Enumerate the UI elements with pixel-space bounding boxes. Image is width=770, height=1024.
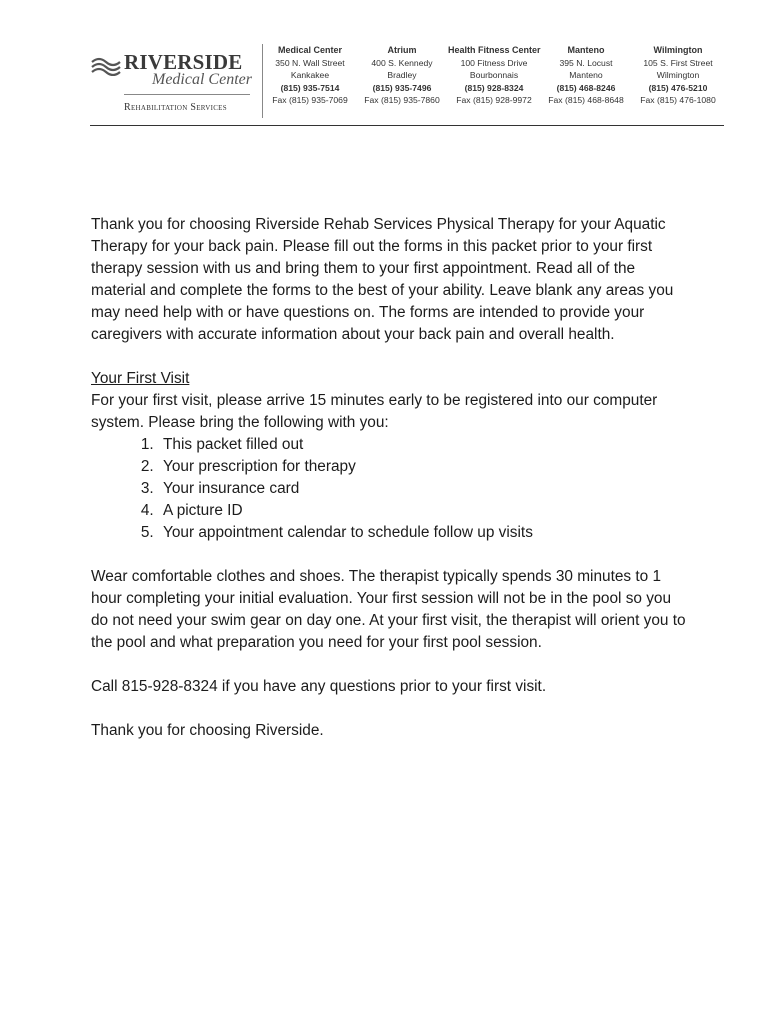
- location-city: Wilmington: [656, 70, 700, 80]
- location-name: Manteno: [567, 45, 605, 55]
- checklist-item: 4. A picture ID: [158, 500, 691, 522]
- location-address: 100 Fitness Drive: [460, 57, 528, 68]
- location-phone: (815) 468-8246: [556, 82, 616, 93]
- location-fax: Fax (815) 468-8648: [548, 95, 624, 105]
- location-wilmington: [632, 44, 724, 118]
- logo-divider: [124, 94, 250, 95]
- closing-paragraph: Thank you for choosing Riverside.: [91, 722, 324, 739]
- call-paragraph: Call 815-928-8324 if you have any questions prior to your first visit.: [91, 678, 547, 695]
- location-address: 400 S. Kennedy: [371, 57, 433, 68]
- letterhead: [90, 40, 724, 124]
- location-city: Manteno: [569, 70, 603, 80]
- location-atrium: [356, 44, 448, 118]
- letterhead-divider: [262, 44, 263, 118]
- first-visit-heading: Your First Visit: [91, 370, 190, 387]
- logo-subtitle: Medical Center: [152, 71, 252, 88]
- location-medical-center: [264, 44, 356, 118]
- location-address: 395 N. Locust: [559, 57, 613, 68]
- checklist-item: 3. Your insurance card: [158, 478, 691, 500]
- location-fax: Fax (815) 935-7860: [364, 95, 440, 105]
- location-city: Bourbonnais: [469, 70, 519, 80]
- location-list: [264, 44, 724, 118]
- location-city: Bradley: [387, 70, 417, 80]
- wave-logo-icon: [90, 54, 122, 76]
- department-name: Rehabilitation Services: [124, 102, 227, 113]
- location-name: Medical Center: [277, 45, 343, 55]
- location-city: Kankakee: [290, 70, 330, 80]
- checklist: [91, 434, 691, 544]
- intro-paragraph: Thank you for choosing Riverside Rehab Services Physical Therapy for your Aquatic Therapy for your back pain. Please fill out the forms in this packet prior to your first therapy session with us and bring them to your first appointment. Read all of the material and complete the forms to the best of your ability. Leave blank any areas you may need help with or have questions on. The forms are intended to provide your caregivers with accurate information about your back pain and overall health.: [91, 216, 674, 343]
- location-fax: Fax (815) 476-1080: [640, 95, 716, 105]
- location-fax: Fax (815) 928-9972: [456, 95, 532, 105]
- location-address: 350 N. Wall Street: [275, 57, 345, 68]
- checklist-item: 5. Your appointment calendar to schedule follow up visits: [158, 522, 691, 544]
- location-fax: Fax (815) 935-7069: [272, 95, 348, 105]
- letter-body: [91, 214, 691, 764]
- logo-name: RIVERSIDE: [124, 50, 243, 74]
- location-phone: (815) 935-7496: [372, 82, 432, 93]
- location-name: Health Fitness Center: [448, 45, 541, 55]
- header-rule: [90, 125, 724, 126]
- location-phone: (815) 928-8324: [464, 82, 524, 93]
- location-health-fitness-center: [448, 44, 540, 118]
- location-phone: (815) 935-7514: [280, 82, 340, 93]
- first-visit-paragraph: For your first visit, please arrive 15 minutes early to be registered into our computer system. Please bring the following with you:: [91, 392, 658, 431]
- location-name: Atrium: [387, 45, 417, 55]
- location-name: Wilmington: [653, 45, 703, 55]
- location-manteno: [540, 44, 632, 118]
- checklist-item: 2. Your prescription for therapy: [158, 456, 691, 478]
- location-phone: (815) 476-5210: [648, 82, 708, 93]
- checklist-item: 1. This packet filled out: [158, 434, 691, 456]
- riverside-logo: [90, 44, 255, 118]
- location-address: 105 S. First Street: [643, 57, 713, 68]
- clothing-paragraph: Wear comfortable clothes and shoes. The therapist typically spends 30 minutes to 1 hour completing your initial evaluation. Your first session will not be in the pool so you do not need your swim gear on day one. At your first visit, the therapist will orient you to the pool and what preparation you need for your first pool session.: [91, 568, 686, 651]
